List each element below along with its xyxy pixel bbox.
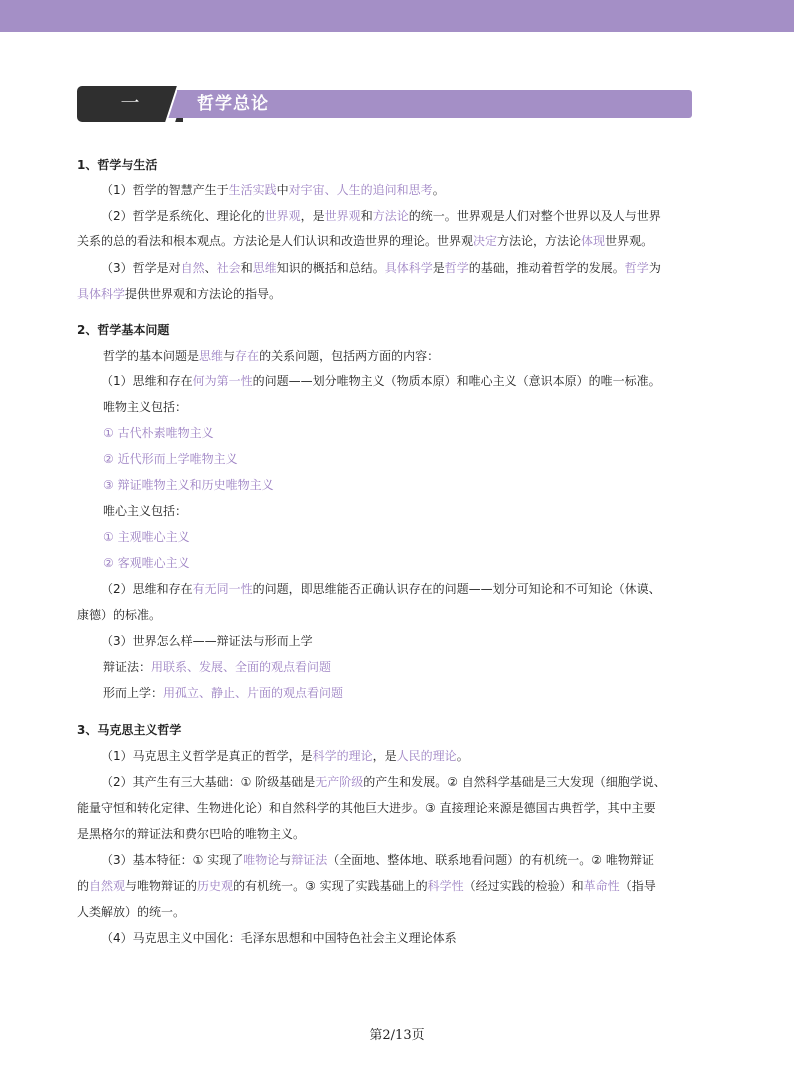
paragraph: （3）基本特征：① 实现了唯物论与辩证法（全面地、整体地、联系地看问题）的有机统一。② 唯物辩证 bbox=[101, 853, 654, 867]
definition: 形而上学：用孤立、静止、片面的观点看问题 bbox=[103, 686, 344, 700]
list-item: ② 客观唯心主义 bbox=[103, 556, 190, 570]
list-item: ② 近代形而上学唯物主义 bbox=[103, 452, 238, 466]
paragraph-continuation: 具体科学提供世界观和方法论的指导。 bbox=[77, 287, 282, 301]
chapter-number: 一 bbox=[77, 86, 183, 122]
paragraph: （1）思维和存在何为第一性的问题——划分唯物主义（物质本原）和唯心主义（意识本原）的唯一标准。 bbox=[101, 374, 661, 388]
paragraph-continuation: 能量守恒和转化定律、生物进化论）和自然科学的其他巨大进步。③ 直接理论来源是德国古典哲学，其中主要 bbox=[77, 801, 656, 815]
list-label: 唯心主义包括： bbox=[103, 504, 188, 518]
paragraph: （2）其产生有三大基础：① 阶级基础是无产阶级的产生和发展。② 自然科学基础是三大发现（细胞学说、 bbox=[101, 775, 666, 789]
paragraph-continuation: 关系的总的看法和根本观点。方法论是人们认识和改造世界的理论。世界观决定方法论，方法论体现世界观。 bbox=[77, 234, 654, 248]
paragraph: （1）哲学的智慧产生于生活实践中对宇宙、人生的追问和思考。 bbox=[101, 183, 445, 197]
paragraph: （1）马克思主义哲学是真正的哲学，是科学的理论，是人民的理论。 bbox=[101, 749, 469, 763]
list-item: ① 古代朴素唯物主义 bbox=[103, 426, 214, 440]
section-heading: 3、马克思主义哲学 bbox=[77, 723, 182, 737]
list-item: ③ 辩证唯物主义和历史唯物主义 bbox=[103, 478, 274, 492]
chapter-title: 哲学总论 bbox=[177, 90, 692, 118]
paragraph: （2）思维和存在有无同一性的问题，即思维能否正确认识存在的问题——划分可知论和不可知论（休谟、 bbox=[101, 582, 661, 596]
page-number: 第2/13页 bbox=[369, 1028, 425, 1043]
section-heading: 1、哲学与生活 bbox=[77, 158, 158, 172]
paragraph: （3）哲学是对自然、社会和思维知识的概括和总结。具体科学是哲学的基础，推动着哲学的发展。哲学为 bbox=[101, 261, 661, 275]
top-accent-bar bbox=[0, 0, 794, 32]
paragraph-continuation: 人类解放）的统一。 bbox=[77, 905, 186, 919]
chapter-banner bbox=[77, 86, 692, 122]
section-heading: 2、哲学基本问题 bbox=[77, 323, 170, 337]
paragraph: （3）世界怎么样——辩证法与形而上学 bbox=[101, 634, 313, 648]
paragraph: （4）马克思主义中国化：毛泽东思想和中国特色社会主义理论体系 bbox=[101, 931, 457, 945]
paragraph-continuation: 是黑格尔的辩证法和费尔巴哈的唯物主义。 bbox=[77, 827, 306, 841]
paragraph-continuation: 康德）的标准。 bbox=[77, 608, 162, 622]
paragraph: 哲学的基本问题是思维与存在的关系问题，包括两方面的内容： bbox=[103, 349, 440, 363]
definition: 辩证法：用联系、发展、全面的观点看问题 bbox=[103, 660, 332, 674]
paragraph-continuation: 的自然观与唯物辩证的历史观的有机统一。③ 实现了实践基础上的科学性（经过实践的检验）和革命性（指导 bbox=[77, 879, 656, 893]
list-item: ① 主观唯心主义 bbox=[103, 530, 190, 544]
list-label: 唯物主义包括： bbox=[103, 400, 188, 414]
paragraph: （2）哲学是系统化、理论化的世界观，是世界观和方法论的统一。世界观是人们对整个世界以及人与世界 bbox=[101, 209, 661, 223]
